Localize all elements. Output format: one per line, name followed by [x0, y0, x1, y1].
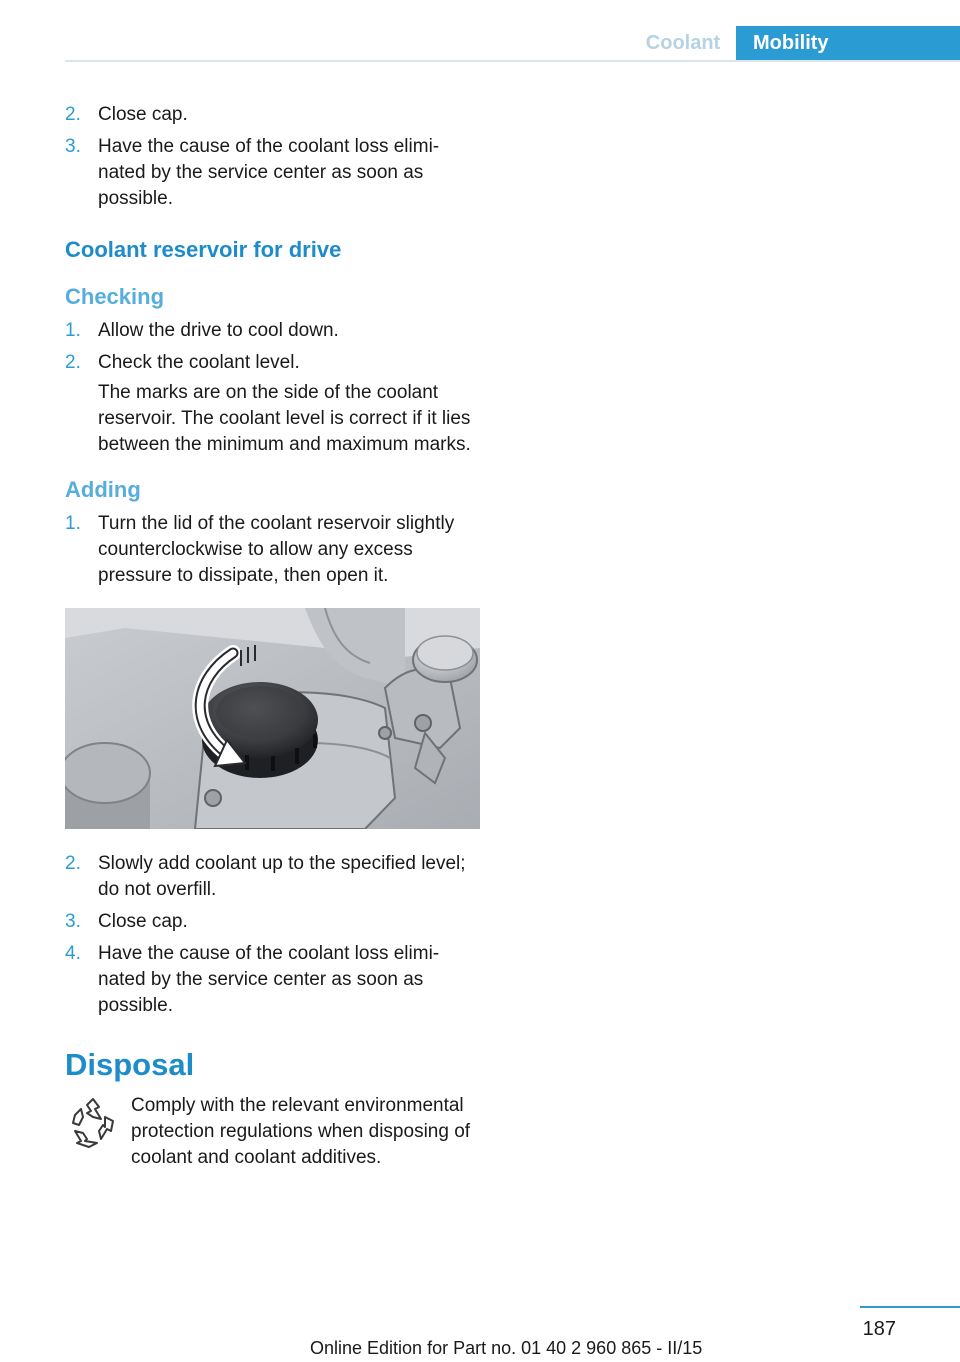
list-item — [65, 350, 480, 458]
header-divider — [65, 60, 960, 62]
list-item — [65, 851, 480, 903]
adding-step-list — [65, 511, 480, 589]
step-text: Have the cause of the coolant loss eliminated by the service center as soon as possible. — [98, 136, 440, 209]
step-number: 2. — [65, 853, 81, 874]
list-item — [65, 102, 480, 128]
adding-step-list-continued — [65, 851, 480, 1019]
section-title-disposal: Disposal — [65, 1047, 195, 1082]
step-text: Close cap. — [98, 911, 188, 932]
step-number: 3. — [65, 911, 81, 932]
step-text: Slowly add coolant up to the specified level; do not overfill. — [98, 853, 466, 900]
subsection-title-adding: Adding — [65, 477, 141, 502]
subsection-title-checking: Checking — [65, 284, 165, 309]
checking-step-list — [65, 318, 480, 458]
tab-mobility: Mobility — [736, 26, 960, 62]
step-number: 4. — [65, 943, 81, 964]
top-step-list — [65, 102, 480, 212]
step-number: 2. — [65, 352, 81, 373]
step-text: Turn the lid of the coolant reservoir slightly counterclockwise to allow any excess pressure to dissipate, then open it. — [98, 513, 455, 586]
step-number: 3. — [65, 136, 81, 157]
page-number: 187 — [862, 1318, 896, 1340]
page-content — [65, 102, 480, 1171]
disposal-note — [65, 1093, 480, 1171]
list-item — [65, 941, 480, 1019]
recycle-icon — [65, 1095, 121, 1151]
list-item — [65, 909, 480, 935]
step-text: Allow the drive to cool down. — [98, 320, 339, 341]
step-text: Check the coolant level. — [98, 352, 300, 373]
coolant-reservoir-photo — [65, 608, 480, 829]
section-title-drive-reservoir: Coolant reservoir for drive — [65, 237, 342, 262]
step-number: 2. — [65, 104, 81, 125]
step-text: Close cap. — [98, 104, 188, 125]
tab-coolant: Coolant — [645, 32, 721, 54]
step-number: 1. — [65, 513, 81, 534]
edition-note: Online Edition for Part no. 01 40 2 960 865 - II/15 — [310, 1338, 703, 1358]
step-number: 1. — [65, 320, 81, 341]
list-item — [65, 511, 480, 589]
footer-divider — [860, 1306, 960, 1308]
disposal-text: Comply with the relevant environmental protection regulations when disposing of coolant and coolant additives. — [131, 1095, 471, 1168]
list-item — [65, 318, 480, 344]
step-text: Have the cause of the coolant loss eliminated by the service center as soon as possible. — [98, 943, 440, 1016]
list-item — [65, 134, 480, 212]
step-note: The marks are on the side of the coolant reservoir. The coolant level is correct if it lies between the minimum and maximum marks. — [98, 382, 471, 455]
